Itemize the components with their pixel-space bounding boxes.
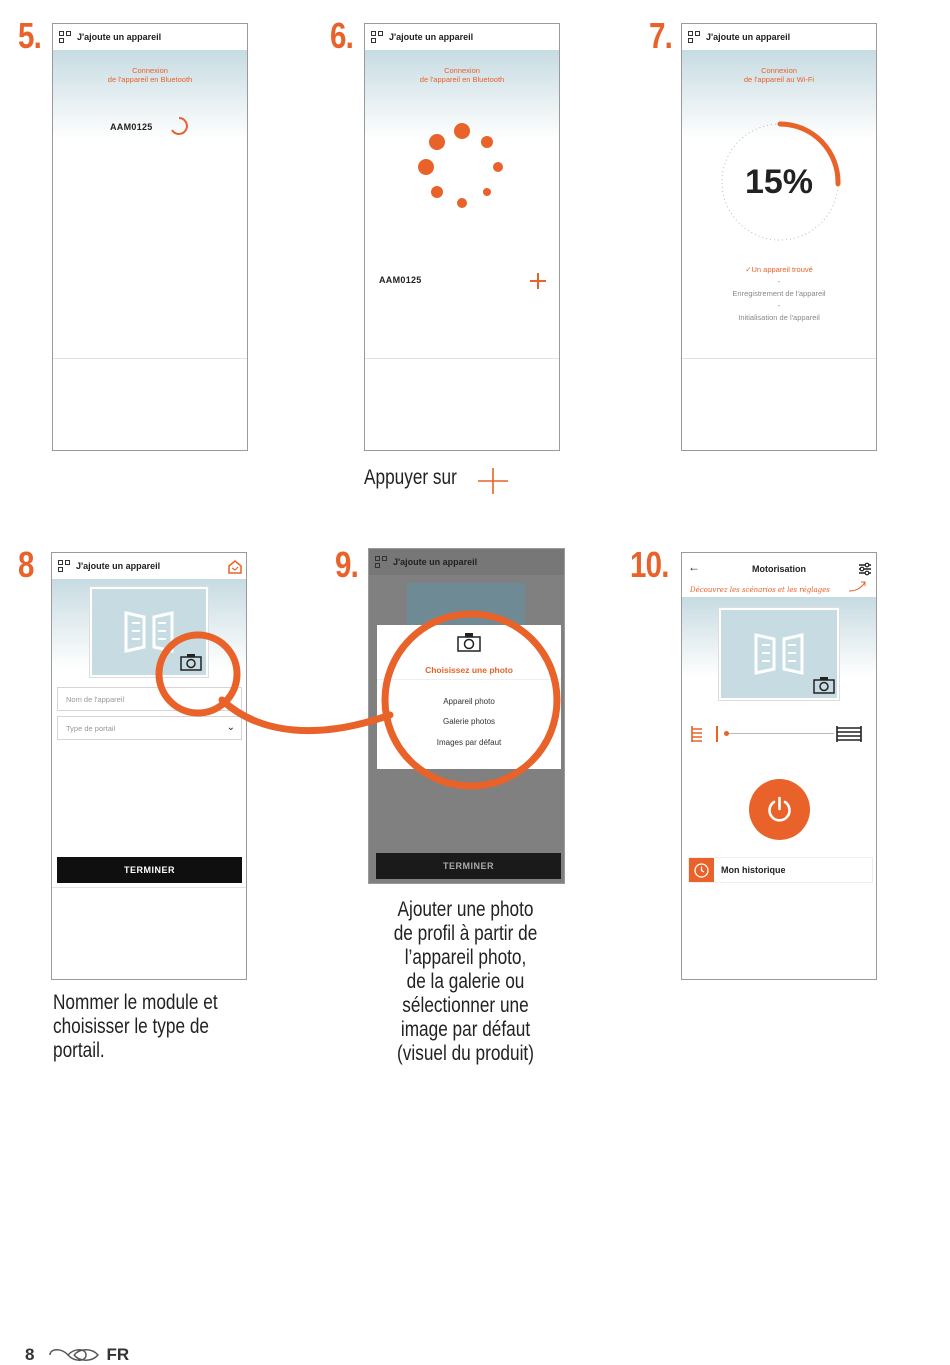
app-header (682, 24, 876, 50)
device-name-field[interactable]: Nom de l'appareil (57, 687, 242, 711)
caption-step-8: Nommer le module et choisisser le type de portail. (53, 991, 218, 1062)
step-number-6: 6. (330, 15, 353, 56)
status-separator: - (777, 277, 781, 286)
gate-open-icon[interactable] (690, 725, 706, 743)
finish-button[interactable]: TERMINER (376, 853, 561, 879)
step-number-9: 9. (335, 544, 358, 585)
gate-closed-icon[interactable] (836, 725, 862, 743)
qr-code-icon (688, 31, 700, 43)
tap-caption: Appuyer sur (364, 466, 457, 489)
connection-status: Connexion de l'appareil en Bluetooth (107, 66, 193, 84)
hint-text: Découvrez les scénarios et les réglages (690, 586, 830, 594)
check-icon: ✓ (745, 265, 752, 274)
header-title: J'ajoute un appareil (389, 32, 474, 42)
caption-step-9: Ajouter une photo de profil à partir de l’appareil photo, de la galerie ou sélectionner une image par défaut (visuel du produit) (393, 898, 538, 1065)
step-number-5: 5. (18, 15, 41, 56)
device-photo[interactable] (721, 610, 837, 698)
header-title: J'ajoute un appareil (393, 557, 478, 567)
screen-step-5 (52, 23, 248, 451)
device-name: AAM0125 (110, 122, 153, 132)
plus-icon (476, 466, 510, 496)
slider-start-mark (716, 726, 718, 742)
language-code: FR (106, 1345, 130, 1364)
header-title: J'ajoute un appareil (706, 32, 791, 42)
brand-logo-icon (48, 1347, 100, 1363)
status-registering: Enregistrement de l'appareil (732, 289, 826, 298)
step-number-8: 8 (18, 544, 34, 585)
option-camera[interactable]: Appareil photo (443, 697, 495, 706)
divider (365, 358, 559, 359)
dialog-title: Choisissez une photo (425, 665, 513, 675)
hint-arrow-icon (848, 579, 868, 593)
status-found: ✓Un appareil trouvé (745, 265, 813, 274)
add-plus-icon[interactable] (529, 272, 547, 290)
gate-type-select[interactable]: Type de portail ⌄ (57, 716, 242, 740)
divider (52, 887, 246, 888)
device-name[interactable]: AAM0125 (379, 275, 422, 285)
qr-code-icon (371, 31, 383, 43)
option-default-images[interactable]: Images par défaut (436, 738, 502, 747)
settings-sliders-icon[interactable] (858, 562, 872, 576)
screen-step-6 (364, 23, 560, 451)
qr-code-icon (59, 31, 71, 43)
divider (53, 358, 247, 359)
gate-icon (752, 629, 806, 675)
divider (682, 358, 876, 359)
header-title: J'ajoute un appareil (77, 32, 162, 42)
power-button[interactable] (749, 779, 810, 840)
connection-status: Connexion de l'appareil en Bluetooth (419, 66, 505, 84)
screen-title: Motorisation (752, 564, 806, 574)
history-icon-box (689, 858, 714, 882)
position-slider-thumb[interactable] (724, 731, 729, 736)
history-row[interactable] (688, 857, 873, 883)
chevron-down-icon: ⌄ (226, 722, 235, 733)
power-icon (765, 795, 794, 824)
progress-percent: 15% (744, 163, 814, 201)
page-number: 8 (25, 1345, 35, 1364)
step-number-10: 10. (630, 544, 669, 585)
screen-step-7 (681, 23, 877, 451)
header-title: J'ajoute un appareil (76, 561, 161, 571)
screen-step-10 (681, 552, 877, 980)
page-footer (25, 1345, 129, 1365)
finish-button[interactable]: TERMINER (57, 857, 242, 883)
connection-status: Connexion de l'appareil au Wi-Fi (743, 66, 815, 84)
app-header (53, 24, 247, 50)
camera-icon[interactable] (813, 676, 835, 694)
position-slider-track[interactable] (726, 733, 834, 734)
app-header (365, 24, 559, 50)
loading-spinner-icon (169, 116, 189, 136)
status-separator: - (777, 301, 781, 310)
history-label: Mon historique (721, 865, 786, 875)
step-number-7: 7. (649, 15, 672, 56)
status-initializing: Initialisation de l'appareil (738, 313, 820, 322)
option-gallery[interactable]: Galerie photos (442, 717, 496, 726)
history-clock-icon (693, 862, 710, 879)
tap-instruction (364, 466, 477, 490)
back-arrow-icon[interactable]: ← (688, 560, 700, 574)
bluetooth-search-spinner-icon (411, 116, 511, 216)
